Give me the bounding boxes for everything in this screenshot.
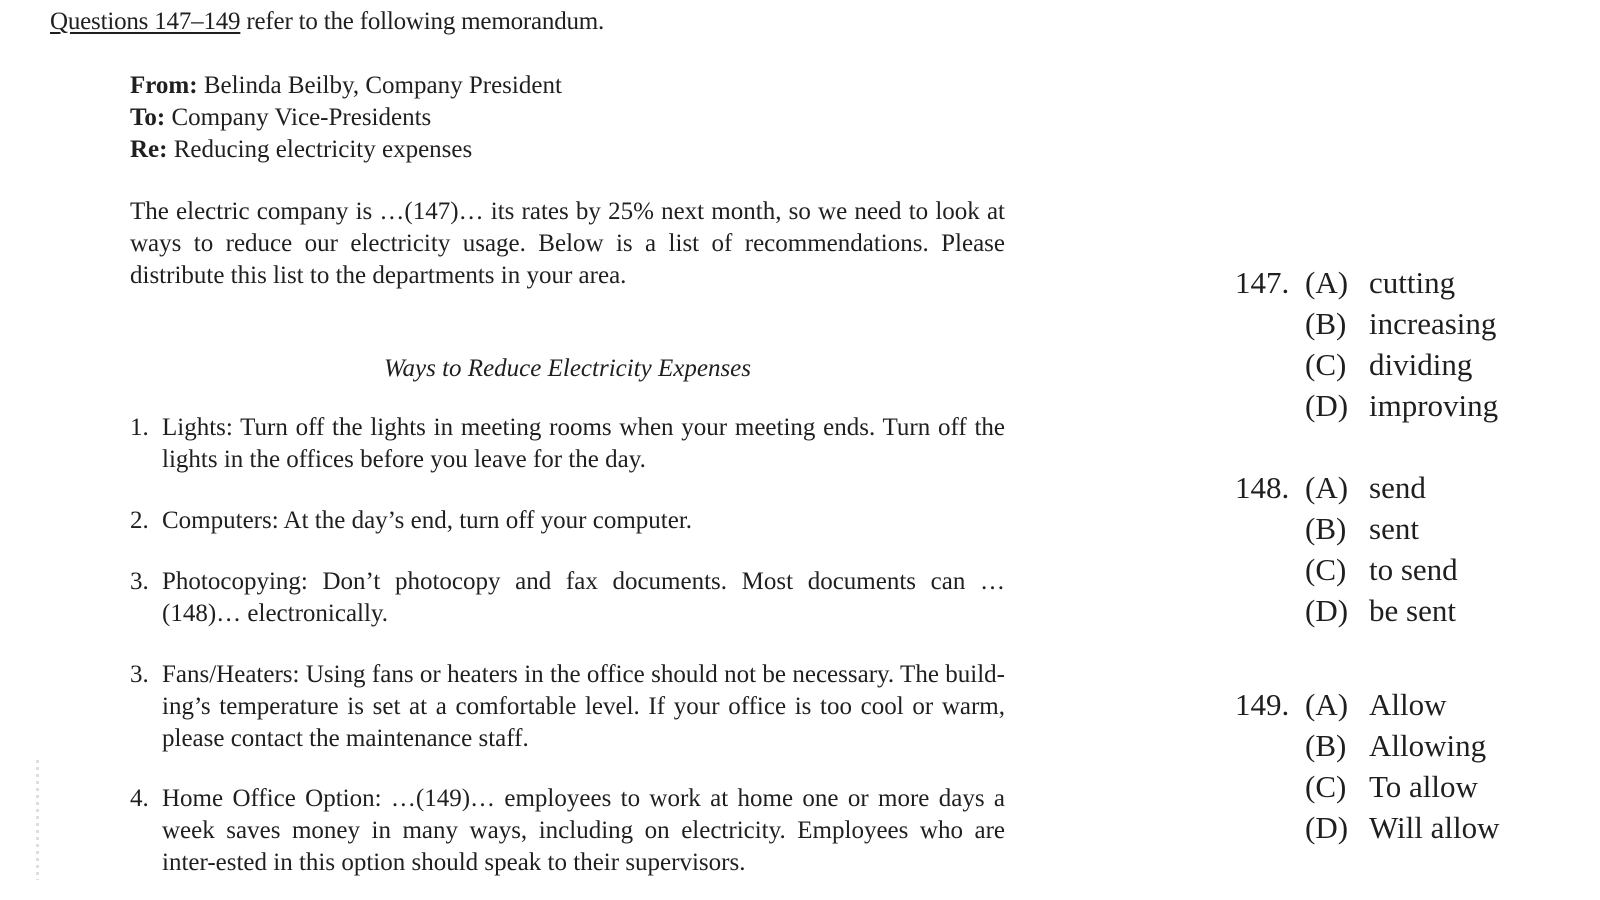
list-item-text: Computers: At the day’s end, turn off your computer. [162,507,693,534]
option-letter: (C) [1305,552,1347,587]
re-value: Reducing electricity expenses [167,136,473,163]
question-149 [1235,684,1499,848]
option-text: increasing [1369,306,1497,341]
option-letter: (B) [1305,728,1347,763]
list-item-text: Lights: Turn off the lights in meeting rooms when your meeting ends. Turn off the lights in the offices before you leave for the day. [162,414,1005,473]
option-text: dividing [1369,347,1473,382]
memo-re [130,134,562,166]
questions-range: Questions 147–149 [50,8,241,35]
answer-option[interactable] [1235,590,1458,631]
list-item [130,566,1005,630]
option-letter: (B) [1305,511,1347,546]
questions-header-text: refer to the following memorandum. [240,8,605,35]
memo-to [130,102,562,134]
list-item [130,505,1005,537]
option-text: send [1369,470,1426,505]
option-letter: (D) [1305,810,1349,845]
option-letter: (C) [1305,347,1347,382]
from-value: Belinda Beilby, Company President [197,72,562,99]
answer-option[interactable] [1235,807,1499,848]
answer-option[interactable] [1235,684,1499,725]
list-title: Ways to Reduce Electricity Expenses [384,355,751,382]
questions-header [50,8,604,36]
list-item-text: Home Office Option: …(149)… employees to work at home one or more days a week saves money in many ways, including on electricity. Employees who are inter-ested in this option should speak to their supervisors. [162,785,1005,876]
list-item-text: Fans/Heaters: Using fans or heaters in the office should not be necessary. The build-ing’s temperature is set at a comfortable level. If your office is too cool or warm, please contact the maintenance staff. [162,661,1005,752]
option-text: Allowing [1369,728,1487,763]
from-label: From: [130,72,198,99]
answer-option[interactable] [1235,344,1498,385]
answer-option[interactable] [1235,385,1498,426]
answer-option[interactable] [1235,262,1498,303]
list-item [130,412,1005,476]
answer-option[interactable] [1235,467,1458,508]
to-value: Company Vice-Presidents [165,104,432,131]
option-letter: (C) [1305,769,1347,804]
list-item-number: 3. [130,568,149,595]
list-item-number: 4. [130,785,149,812]
scan-edge-mark [36,760,39,880]
answer-option[interactable] [1235,725,1499,766]
option-text: to send [1369,552,1458,587]
answer-option[interactable] [1235,508,1458,549]
list-item-number: 2. [130,507,149,534]
answer-option[interactable] [1235,766,1499,807]
question-number: 148. [1235,470,1290,505]
list-item [130,659,1005,755]
question-number: 149. [1235,687,1290,722]
re-label: Re: [130,136,168,163]
list-item-number: 1. [130,414,149,441]
answer-option[interactable] [1235,549,1458,590]
to-label: To: [130,104,166,131]
list-item-number: 3. [130,661,149,688]
option-text: cutting [1369,265,1456,300]
option-text: Will allow [1369,810,1500,845]
option-letter: (D) [1305,388,1349,423]
option-letter: (A) [1305,265,1349,300]
memo-header [130,70,562,166]
list-item [130,783,1005,879]
option-text: To allow [1369,769,1478,804]
option-text: be sent [1369,593,1456,628]
memo-from [130,70,562,102]
option-text: Allow [1369,687,1447,722]
option-letter: (B) [1305,306,1347,341]
option-letter: (A) [1305,470,1349,505]
option-text: sent [1369,511,1419,546]
option-text: improving [1369,388,1499,423]
question-number: 147. [1235,265,1290,300]
answer-option[interactable] [1235,303,1498,344]
question-148 [1235,467,1458,631]
option-letter: (A) [1305,687,1349,722]
memo-intro-paragraph: The electric company is …(147)… its rates by 25% next month, so we need to look at ways to reduce our electricity usage. Below is a list of recommendations. Please distribute this list to the departments in your area. [130,198,1005,289]
question-147 [1235,262,1498,426]
list-item-text: Photocopying: Don’t photocopy and fax documents. Most documents can …(148)… electronically. [162,568,1005,627]
option-letter: (D) [1305,593,1349,628]
